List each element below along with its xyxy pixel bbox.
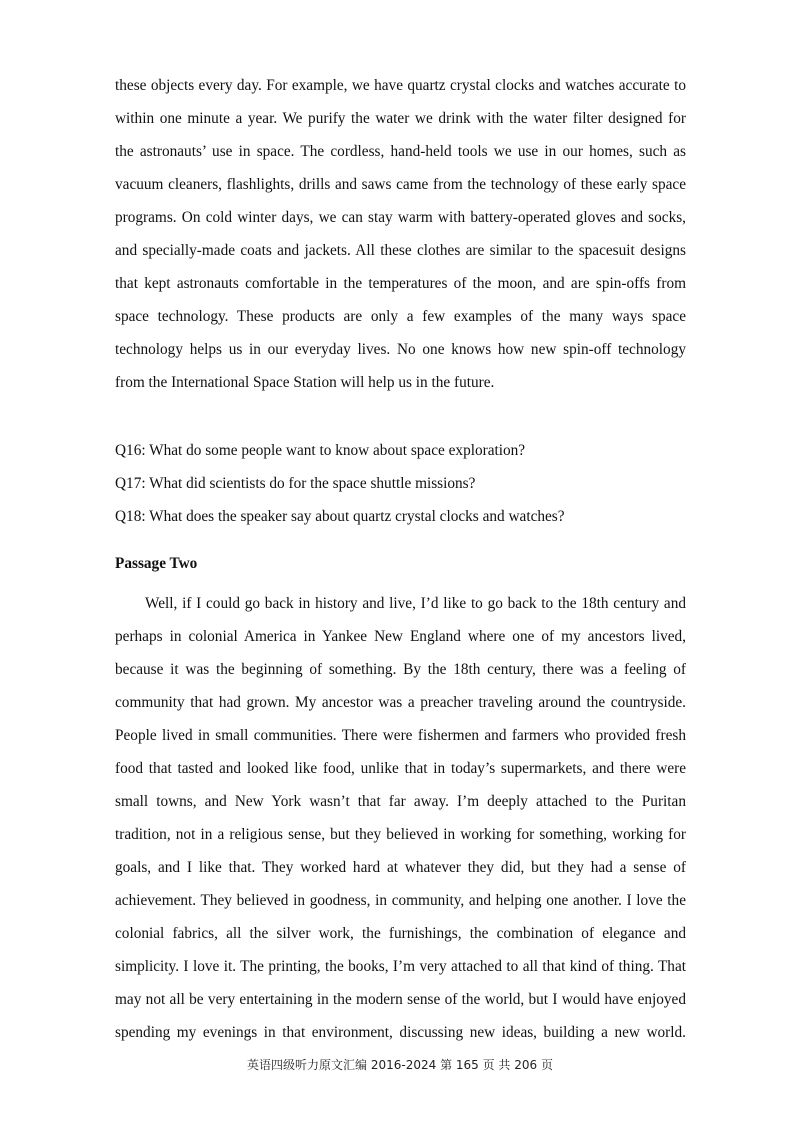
paragraph-line: these objects every day. For example, we have quartz crystal clocks and watches accurate to [115, 77, 686, 94]
paragraph-line: because it was the beginning of something. By the 18th century, there was a feeling of [115, 661, 686, 678]
paragraph-line: that kept astronauts comfortable in the temperatures of the moon, and are spin-offs from [115, 275, 686, 292]
document-page [115, 0, 686, 1132]
paragraph-line: perhaps in colonial America in Yankee New England where one of my ancestors lived, [115, 628, 686, 645]
paragraph-line: tradition, not in a religious sense, but they believed in working for something, working for [115, 826, 686, 843]
paragraph-line: colonial fabrics, all the silver work, the furnishings, the combination of elegance and [115, 925, 686, 942]
paragraph-line: the astronauts’ use in space. The cordless, hand-held tools we use in our homes, such as [115, 143, 686, 160]
paragraph-line: food that tasted and looked like food, unlike that in today’s supermarkets, and there were [115, 760, 686, 777]
paragraph-line: simplicity. I love it. The printing, the books, I’m very attached to all that kind of thing. That [115, 958, 686, 975]
paragraph-line: Well, if I could go back in history and live, I’d like to go back to the 18th century and [145, 595, 686, 612]
paragraph-line: programs. On cold winter days, we can stay warm with battery-operated gloves and socks, [115, 209, 686, 226]
paragraph-line: small towns, and New York wasn’t that far away. I’m deeply attached to the Puritan [115, 793, 686, 810]
section-heading: Passage Two [115, 555, 198, 572]
question-q16: Q16: What do some people want to know about space exploration? [115, 442, 526, 459]
paragraph-line: within one minute a year. We purify the water we drink with the water filter designed for [115, 110, 686, 127]
question-q17: Q17: What did scientists do for the space shuttle missions? [115, 475, 476, 492]
page-footer: 英语四级听力原文汇编 2016-2024 第 165 页 共 206 页 [247, 1058, 553, 1072]
paragraph-line: space technology. These products are only a few examples of the many ways space [115, 308, 686, 325]
paragraph-line: goals, and I like that. They worked hard at whatever they did, but they had a sense of [115, 859, 686, 876]
paragraph-line: spending my evenings in that environment, discussing new ideas, building a new world. [115, 1024, 686, 1041]
paragraph-line: technology helps us in our everyday lives. No one knows how new spin-off technology [115, 341, 686, 358]
paragraph-line: People lived in small communities. There were fishermen and farmers who provided fresh [115, 727, 686, 744]
paragraph-line: from the International Space Station will help us in the future. [115, 374, 495, 391]
paragraph-line: and specially-made coats and jackets. All these clothes are similar to the spacesuit designs [115, 242, 686, 259]
paragraph-line: vacuum cleaners, flashlights, drills and saws came from the technology of these early space [115, 176, 686, 193]
paragraph-line: community that had grown. My ancestor was a preacher traveling around the countryside. [115, 694, 686, 711]
paragraph-line: achievement. They believed in goodness, in community, and helping one another. I love the [115, 892, 686, 909]
question-q18: Q18: What does the speaker say about quartz crystal clocks and watches? [115, 508, 565, 525]
paragraph-line: may not all be very entertaining in the modern sense of the world, but I would have enjoyed [115, 991, 686, 1008]
